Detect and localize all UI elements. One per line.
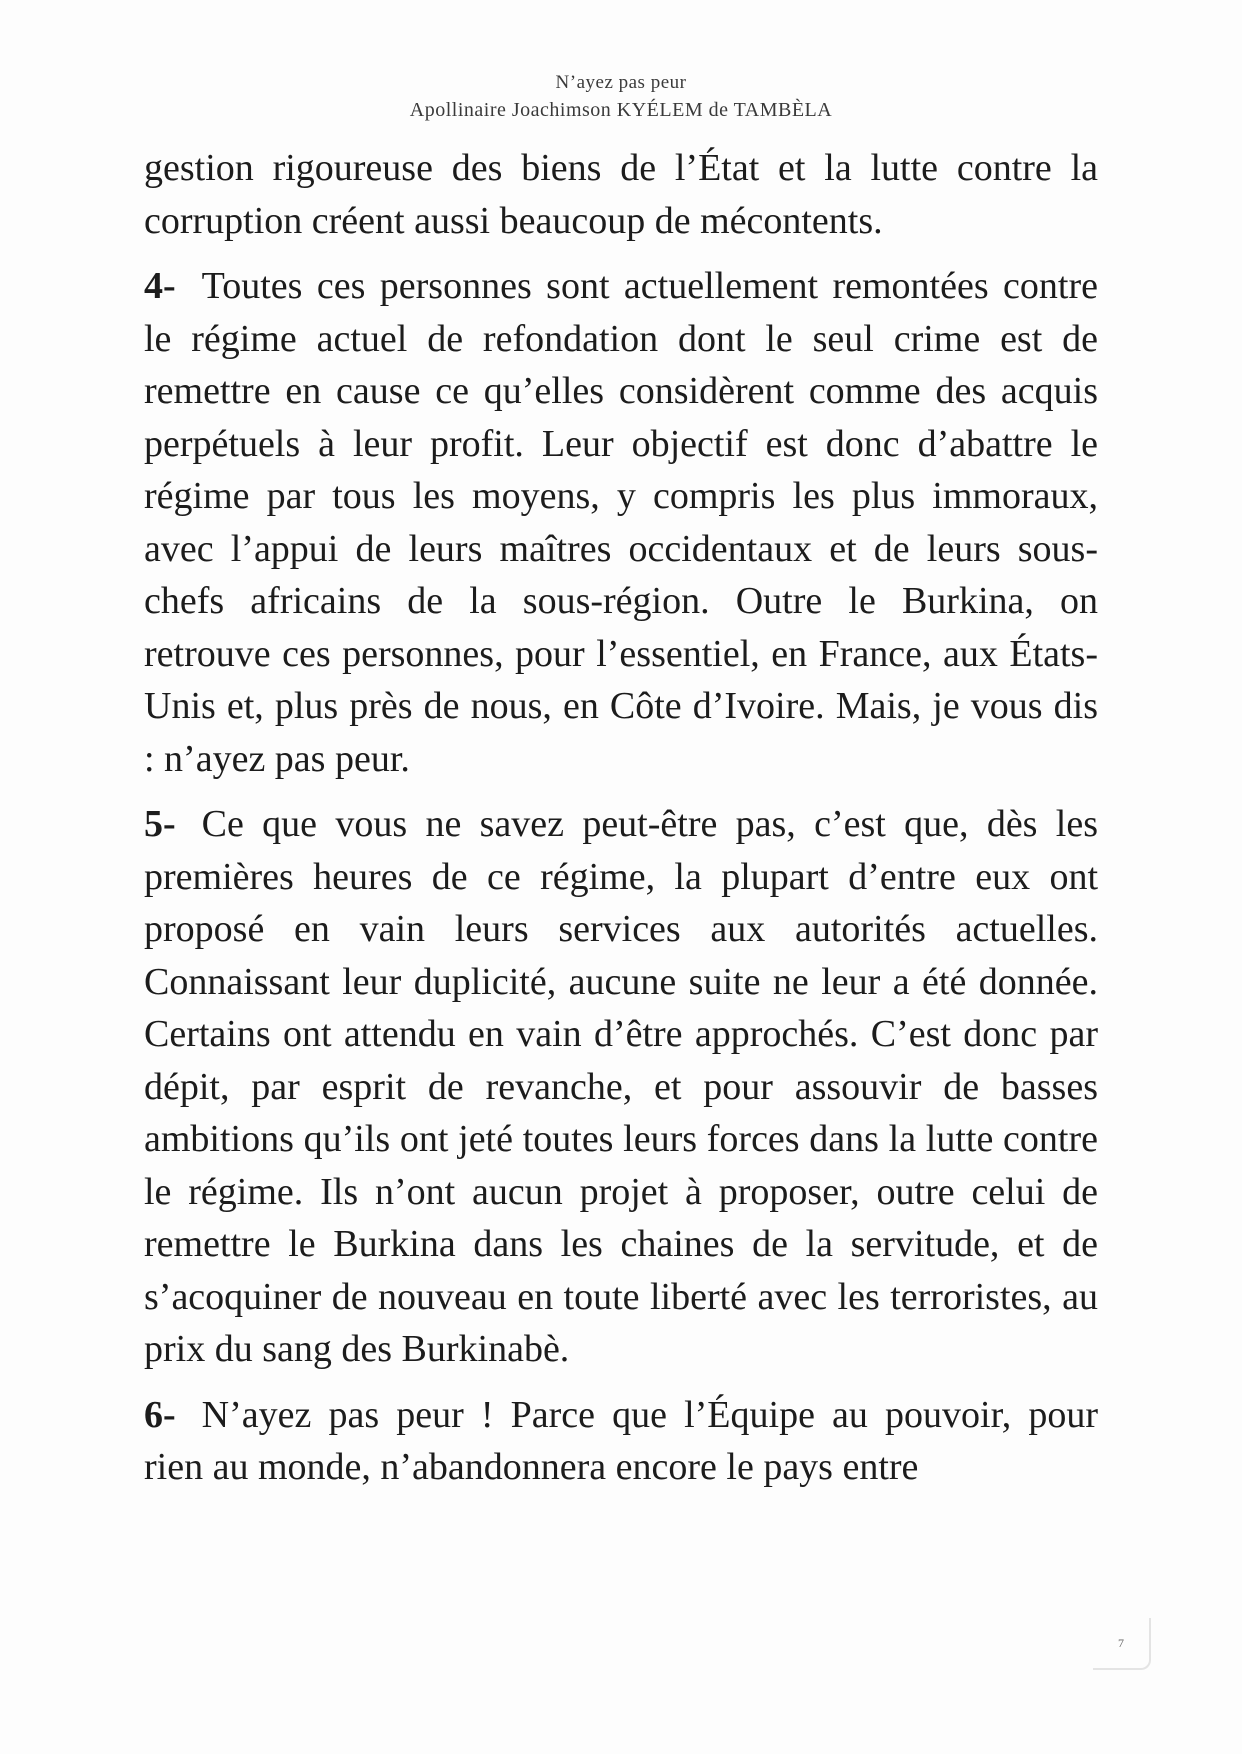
paragraph-number: 4- xyxy=(144,265,176,307)
running-header xyxy=(0,70,1242,124)
header-title: N’ayez pas peur xyxy=(555,72,687,93)
paragraph-6 xyxy=(144,1389,1098,1494)
paragraph-text: Toutes ces personnes sont actuellement remontées contre le régime actuel de refondation dont le seul crime est de remettre en cause ce qu’elles considèrent comme des acquis perpétuels à leur profit. Leur objectif est donc d’abattre le régime par tous les moyens, y compris les plus immoraux, avec l’appui de leurs maîtres occidentaux et de leurs sous-chefs africains de la sous-région. Outre le Burkina, on retrouve ces personnes, pour l’essentiel, en France, aux États-Unis et, plus près de nous, en Côte d’Ivoire. Mais, je vous dis : n’ayez pas peur. xyxy=(144,265,1098,780)
paragraph-number: 6- xyxy=(144,1393,176,1436)
paragraph-text: Ce que vous ne savez peut-être pas, c’est que, dès les premières heures de ce régime, la plupart d’entre eux ont proposé en vain leurs services aux autorités actuelles. Connaissant leur duplicité, aucune suite ne leur a été donnée. Certains ont attendu en vain d’être approchés. C’est donc par dépit, par esprit de revanche, et pour assouvir de basses ambitions qu’ils ont jeté toutes leurs forces dans la lutte contre le régime. Ils n’ont aucun projet à proposer, outre celui de remettre le Burkina dans les chaines de la servitude, et de s’acoquiner de nouveau en toute liberté avec les terroristes, au prix du sang des Burkinabè. xyxy=(144,803,1098,1370)
paragraph-number: 5- xyxy=(144,803,176,845)
paragraph-4 xyxy=(144,260,1098,785)
body-text xyxy=(144,142,1098,1507)
continuation-paragraph: gestion rigoureuse des biens de l’État et la lutte contre la corruption créent aussi beaucoup de mécontents. xyxy=(144,147,1098,242)
paragraph-text: N’ayez pas peur ! Parce que l’Équipe au pouvoir, pour rien au monde, n’abandonnera encore le pays entre xyxy=(144,1393,1098,1488)
page-number: 7 xyxy=(1093,1618,1151,1670)
paragraph-5 xyxy=(144,798,1098,1376)
header-author: Apollinaire Joachimson KYÉLEM de TAMBÈLA xyxy=(409,99,833,121)
